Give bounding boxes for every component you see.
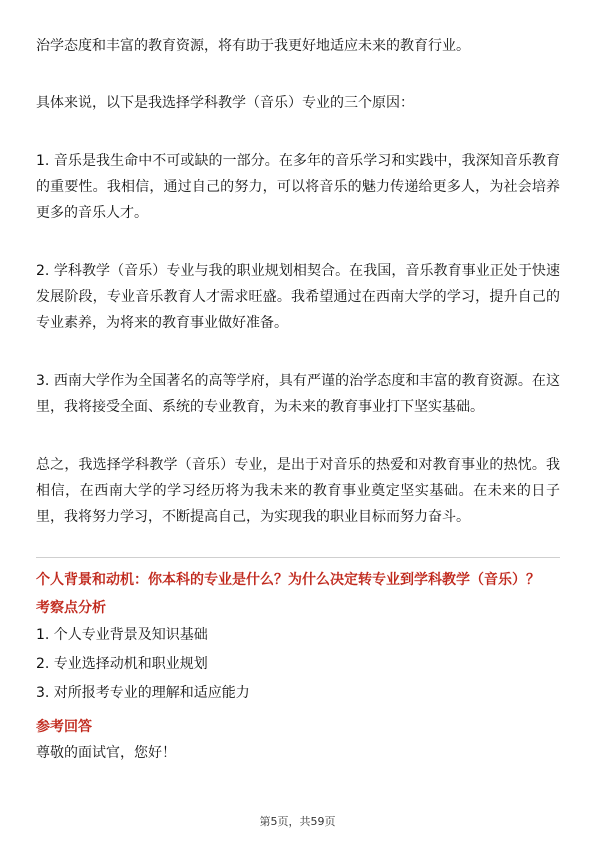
answer-heading: 参考回答 — [36, 719, 92, 735]
answer-opening: 尊敬的面试官，您好！ — [36, 745, 176, 761]
section-divider — [36, 557, 560, 558]
analysis-point-3: 3. 对所报考专业的理解和适应能力 — [36, 685, 250, 701]
paragraph-reason-2: 2. 学科教学（音乐）专业与我的职业规划相契合。在我国，音乐教育事业正处于快速发展阶段，专业音乐教育人才需求旺盛。我希望通过在西南大学的学习，提升自己的专业素养，为将来的教育事业做好准备。 — [36, 263, 560, 331]
paragraph-conclusion: 总之，我选择学科教学（音乐）专业，是出于对音乐的热爱和对教育事业的热忱。我相信，在西南大学的学习经历将为我未来的教育事业奠定坚实基础。在未来的日子里，我将努力学习，不断提高自己，为实现我的职业目标而努力奋斗。 — [36, 457, 560, 525]
paragraph-reason-1: 1. 音乐是我生命中不可或缺的一部分。在多年的音乐学习和实践中，我深知音乐教育的重要性。我相信，通过自己的努力，可以将音乐的魅力传递给更多人，为社会培养更多的音乐人才。 — [36, 153, 560, 221]
paragraph-reasons-lead: 具体来说，以下是我选择学科教学（音乐）专业的三个原因： — [36, 95, 414, 111]
page-number: 第5页，共59页 — [259, 815, 336, 828]
paragraph-reason-3: 3. 西南大学作为全国著名的高等学府，具有严谨的治学态度和丰富的教育资源。在这里，我将接受全面、系统的专业教育，为未来的教育事业打下坚实基础。 — [36, 373, 560, 415]
analysis-heading: 考察点分析 — [36, 600, 106, 616]
analysis-point-2: 2. 专业选择动机和职业规划 — [36, 656, 208, 672]
question-title: 个人背景和动机：你本科的专业是什么？为什么决定转专业到学科教学（音乐）？ — [36, 572, 540, 588]
paragraph-intro-tail: 治学态度和丰富的教育资源，将有助于我更好地适应未来的教育行业。 — [36, 38, 470, 54]
analysis-point-1: 1. 个人专业背景及知识基础 — [36, 627, 208, 643]
